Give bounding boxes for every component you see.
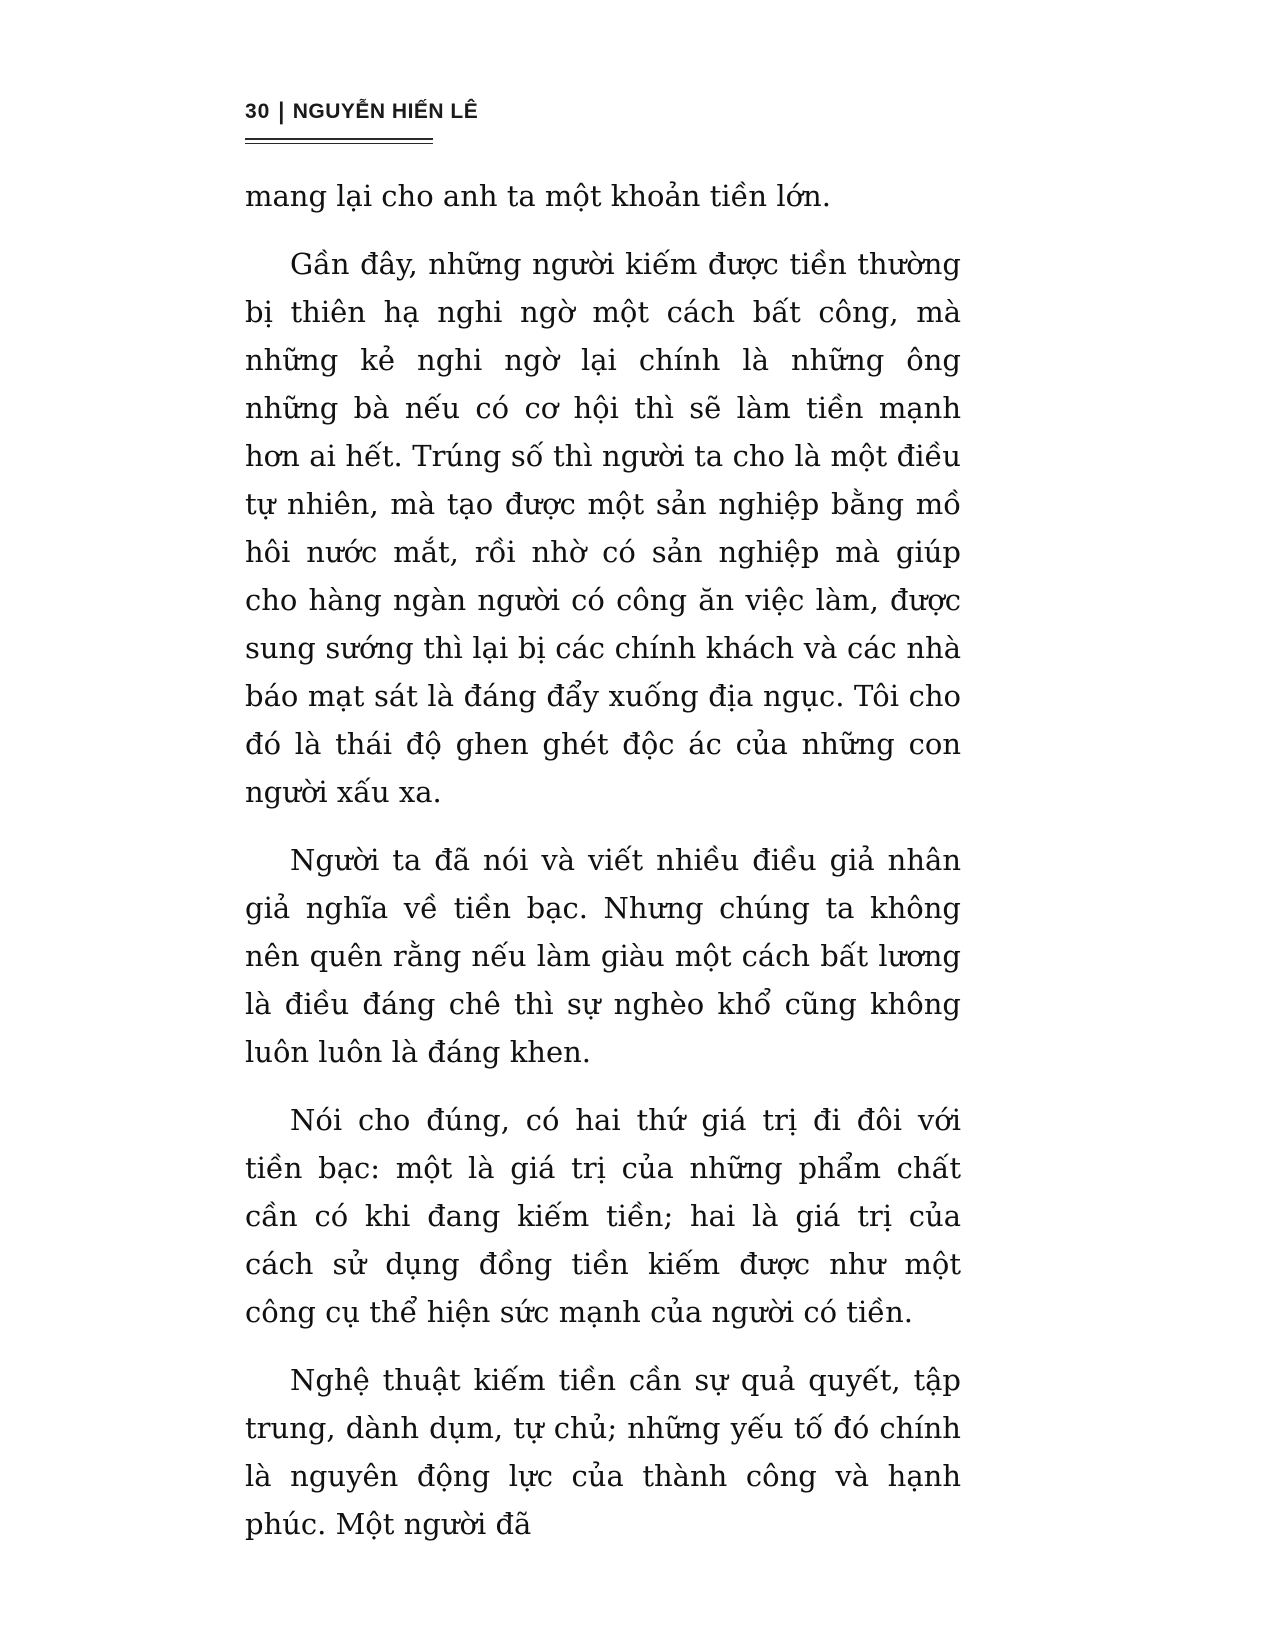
header-double-rule	[245, 138, 433, 144]
header-separator: |	[278, 98, 285, 125]
text-block	[245, 100, 961, 1568]
paragraph: Người ta đã nói và viết nhiều điều giả nhân giả nghĩa về tiền bạc. Nhưng chúng ta không nên quên rằng nếu làm giàu một cách bất lương là điều đáng chê thì sự nghèo khổ cũng không luôn luôn là đáng khen.	[245, 843, 961, 1069]
paragraph: Nói cho đúng, có hai thứ giá trị đi đôi với tiền bạc: một là giá trị của những phẩm chất cần có khi đang kiếm tiền; hai là giá trị của cách sử dụng đồng tiền kiếm được như một công cụ thể hiện sức mạnh của người có tiền.	[245, 1103, 961, 1329]
page-number: 30	[245, 100, 271, 123]
header-author: NGUYỄN HIẾN LÊ	[292, 100, 479, 123]
paragraph: Gần đây, những người kiếm được tiền thường bị thiên hạ nghi ngờ một cách bất công, mà những kẻ nghi ngờ lại chính là những ông những bà nếu có cơ hội thì sẽ làm tiền mạnh hơn ai hết. Trúng số thì người ta cho là một điều tự nhiên, mà tạo được một sản nghiệp bằng mồ hôi nước mắt, rồi nhờ có sản nghiệp mà giúp cho hàng ngàn người có công ăn việc làm, được sung sướng thì lại bị các chính khách và các nhà báo mạt sát là đáng đẩy xuống địa ngục. Tôi cho đó là thái độ ghen ghét độc ác của những con người xấu xa.	[245, 247, 961, 809]
running-header	[245, 100, 961, 124]
paragraph: Nghệ thuật kiếm tiền cần sự quả quyết, tập trung, dành dụm, tự chủ; những yếu tố đó chính là nguyên động lực của thành công và hạnh phúc. Một người đã	[245, 1363, 961, 1541]
body-text	[245, 172, 961, 1548]
paragraph: mang lại cho anh ta một khoản tiền lớn.	[245, 179, 831, 213]
